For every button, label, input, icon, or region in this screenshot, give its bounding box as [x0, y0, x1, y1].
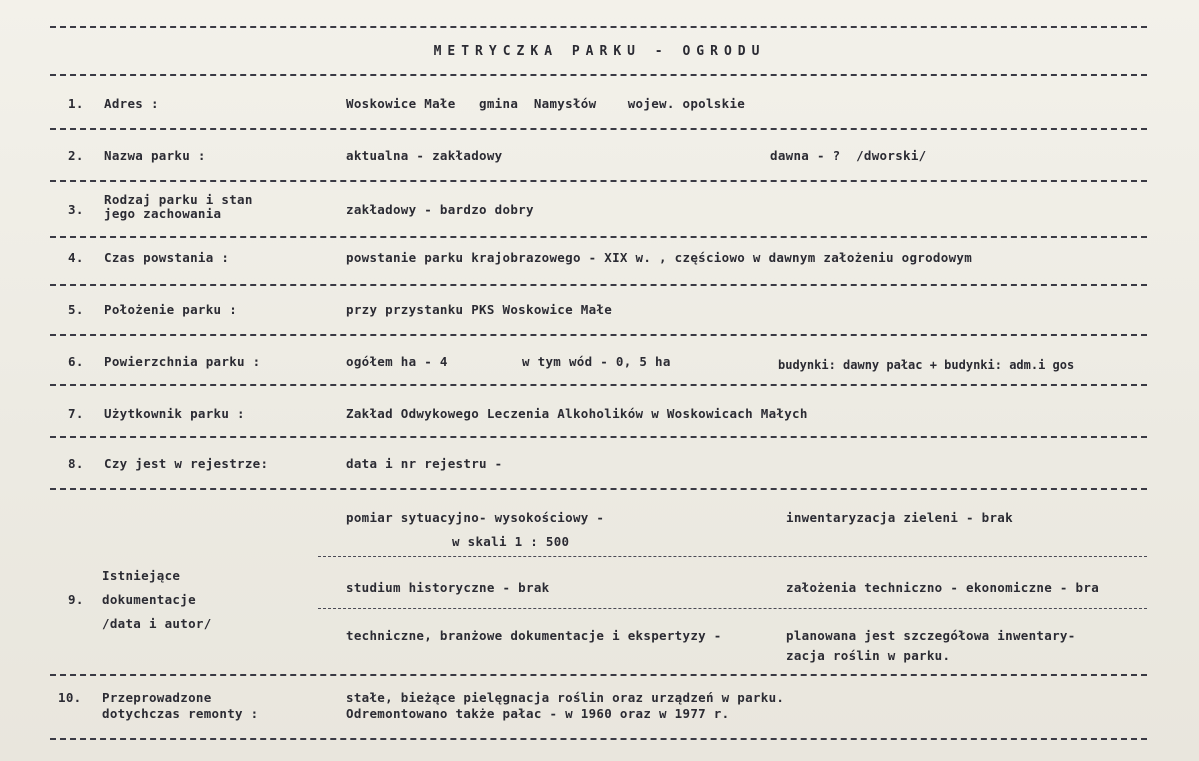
row-value: Zakład Odwykowego Leczenia Alkoholików w Woskowicach Małych [346, 406, 808, 421]
row-number: 1. [68, 96, 84, 111]
row-value: pomiar sytuacyjno- wysokościowy - [346, 510, 605, 525]
divider [318, 608, 1147, 609]
row-label: Nazwa parku : [104, 148, 206, 163]
divider [50, 284, 1147, 286]
row-value: dawna - ? /dworski/ [770, 148, 927, 163]
row-value: techniczne, branżowe dokumentacje i ekspertyzy - [346, 628, 722, 643]
row-label: Położenie parku : [104, 302, 238, 317]
row-number: 2. [68, 148, 84, 163]
row-value: Woskowice Małe gmina Namysłów wojew. opolskie [346, 96, 746, 111]
row-number: 6. [68, 354, 84, 369]
row-value: studium historyczne - brak [346, 580, 550, 595]
row-value: data i nr rejestru - [346, 456, 503, 471]
document-title: METRYCZKA PARKU - OGRODU [433, 44, 766, 59]
row-label: jego zachowania [104, 206, 222, 221]
row-value: budynki: dawny pałac + budynki: adm.i gos [778, 358, 1075, 372]
row-label: Adres : [104, 96, 159, 111]
divider [50, 180, 1147, 182]
row-label: dotychczas remonty : [102, 706, 259, 721]
row-label: Rodzaj parku i stan [104, 192, 253, 207]
divider [50, 26, 1147, 28]
row-number: 4. [68, 250, 84, 265]
row-label: Czy jest w rejestrze: [104, 456, 269, 471]
row-value: w skali 1 : 500 [452, 534, 570, 549]
row-value: aktualna - zakładowy [346, 148, 503, 163]
row-label: Czas powstania : [104, 250, 230, 265]
row-value: ogółem ha - 4 [346, 354, 448, 369]
row-value: planowana jest szczegółowa inwentary- [786, 628, 1076, 643]
row-value: Odremontowano także pałac - w 1960 oraz w 1977 r. [346, 706, 730, 721]
row-label: Istniejące [102, 568, 181, 583]
divider [318, 556, 1147, 557]
row-number: 5. [68, 302, 84, 317]
row-value: zakładowy - bardzo dobry [346, 202, 534, 217]
row-number: 8. [68, 456, 84, 471]
row-label: /data i autor/ [102, 616, 212, 631]
divider [50, 236, 1147, 238]
divider [50, 74, 1147, 76]
row-label: dokumentacje [102, 592, 196, 607]
divider [50, 128, 1147, 130]
row-label: Użytkownik parku : [104, 406, 245, 421]
row-value: przy przystanku PKS Woskowice Małe [346, 302, 613, 317]
divider [50, 738, 1147, 740]
divider [50, 674, 1147, 676]
row-number: 3. [68, 202, 84, 217]
row-label: Przeprowadzone [102, 690, 212, 705]
row-value: inwentaryzacja zieleni - brak [786, 510, 1013, 525]
row-value: stałe, bieżące pielęgnacja roślin oraz urządzeń w parku. [346, 690, 785, 705]
row-number: 7. [68, 406, 84, 421]
row-label: Powierzchnia parku : [104, 354, 261, 369]
divider [50, 334, 1147, 336]
row-value: powstanie parku krajobrazowego - XIX w. , częściowo w dawnym założeniu ogrodowym [346, 250, 973, 265]
row-number: 9. [68, 592, 84, 607]
divider [50, 488, 1147, 490]
row-value: założenia techniczno - ekonomiczne - bra [786, 580, 1100, 595]
row-value: w tym wód - 0, 5 ha [522, 354, 671, 369]
divider [50, 436, 1147, 438]
divider [50, 384, 1147, 386]
row-value: zacja roślin w parku. [786, 648, 951, 663]
row-number: 10. [58, 690, 82, 705]
